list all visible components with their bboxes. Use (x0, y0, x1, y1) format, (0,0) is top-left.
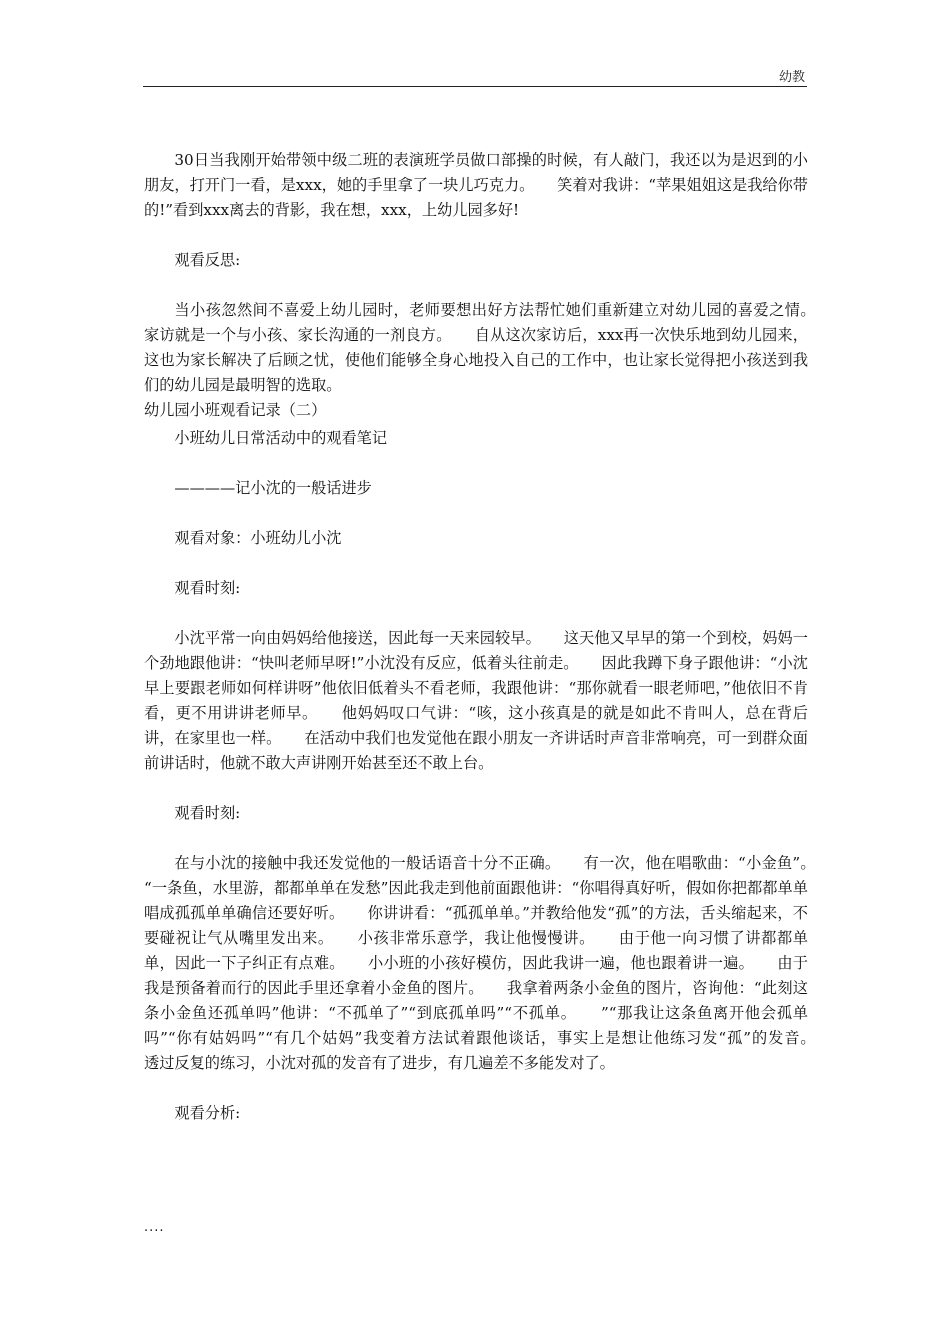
observation-paragraph-1: 小沈平常一向由妈妈给他接送，因此每一天来园较早。 这天他又早早的第一个到校，妈妈一个劲地跟他讲：“快叫老师早呀!”小沈没有反应，低着头往前走。 因此我蹲下身子跟他讲：“小沈早上要跟老师如何样讲呀”他依旧低着头不看老师，我跟他讲：“那你就看一眼老师吧，”他依旧不肯看，更不用讲讲老师早。 他妈妈叹口气讲：“咳，这小孩真是的就是如此不肯叫人，总在背后讲，在家里也一样。 在活动中我们也发觉他在跟小朋友一齐讲话时声音非常响亮，可一到群众面前讲话时，他就不敢大声讲刚开始甚至还不敢上台。 (144, 629, 808, 772)
analysis-heading: 观看分析: (174, 1104, 241, 1122)
reflection-heading: 观看反思: (174, 251, 241, 269)
story-paragraph: 30日当我刚开始带领中级二班的表演班学员做口部操的时候，有人敲门，我还以为是迟到的小朋友，打开门一看，是xxx，她的手里拿了一块儿巧克力。 笑着对我讲：“苹果姐姐这是我给你带的!”看到xxx离去的背影，我在想，xxx，上幼儿园多好! (144, 151, 808, 219)
observation-time-heading-2: 观看时刻: (174, 804, 241, 822)
observation-paragraph-2: 在与小沈的接触中我还发觉他的一般话语音十分不正确。 有一次，他在唱歌曲：“小金鱼”。 “一条鱼，水里游，都都单单在发愁”因此我走到他前面跟他讲：“你唱得真好听，假如你把都都单单唱成孤孤单单确信还要好听。 你讲讲看：“孤孤单单。”并教给他发“孤”的方法，舌头缩起来，不要碰祝让气从嘴里发出来。 小孩非常乐意学，我让他慢慢讲。 由于他一向习惯了讲都都单单，因此一下子纠正有点难。 小小班的小孩好模仿，因此我讲一遍，他也跟着讲一遍。 由于我是预备着而行的因此手里还拿着小金鱼的图片。 我拿着两条小金鱼的图片，咨询他：“此刻这条小金鱼还孤单吗”他讲：“不孤单了”“到底孤单吗”“不孤单。 ”“那我让这条鱼离开他会孤单吗”“你有姑妈吗”“有几个姑妈”我变着方法试着跟他谈话，事实上是想让他练习发“孤”的发音。 透过反复的练习，小沈对孤的发音有了进步，有几遍差不多能发对了。 (144, 854, 839, 1072)
document-body (144, 148, 839, 1126)
observation-subject: 观看对象：小班幼儿小沈 (174, 529, 342, 547)
page-header-label: 幼教 (778, 70, 805, 85)
section-subtitle: 小班幼儿日常活动中的观看笔记 (174, 429, 388, 447)
observation-time-heading: 观看时刻: (174, 579, 241, 597)
footer-ellipsis: .... (144, 1220, 165, 1235)
subtitle-dash-line: ————记小沈的一般话进步 (174, 479, 372, 497)
header-divider (143, 86, 807, 87)
section-title: 幼儿园小班观看记录（二） (144, 401, 327, 419)
reflection-paragraph: 当小孩忽然间不喜爱上幼儿园时，老师要想出好方法帮忙她们重新建立对幼儿园的喜爱之情。 家访就是一个与小孩、家长沟通的一剂良方。 自从这次家访后，xxx再一次快乐地到幼儿园来，这也为家长解决了后顾之忧，使他们能够全身心地投入自己的工作中，也让家长觉得把小孩送到我们的幼儿园是最明智的选取。 (144, 301, 839, 394)
